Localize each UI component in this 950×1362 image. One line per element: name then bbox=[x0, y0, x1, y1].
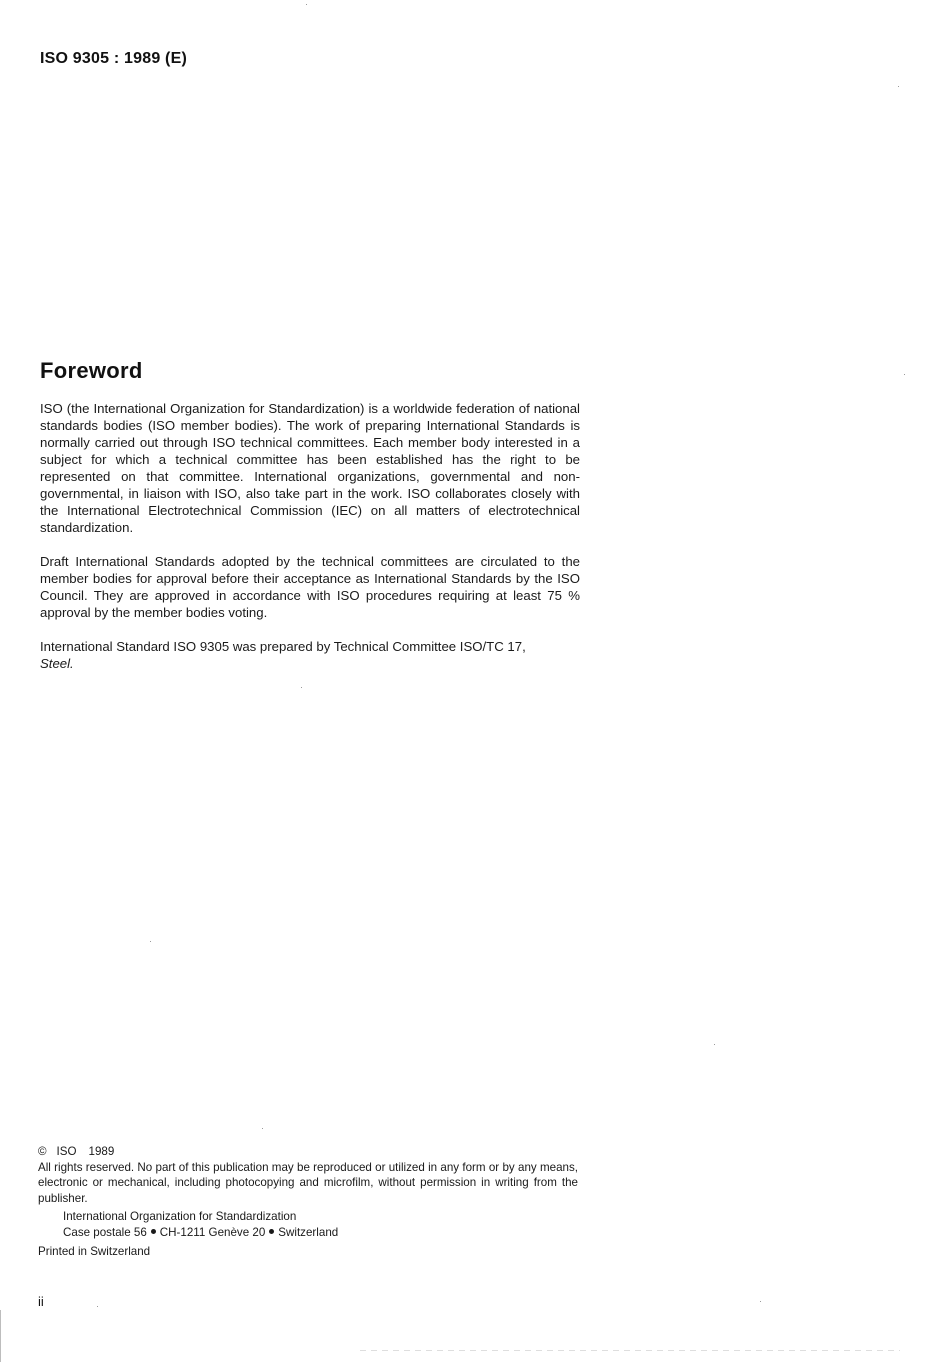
bullet-icon bbox=[151, 1229, 156, 1234]
scan-speck bbox=[760, 1301, 761, 1302]
address-city: CH-1211 Genève 20 bbox=[159, 1225, 266, 1239]
address-country: Switzerland bbox=[278, 1225, 339, 1239]
publisher-name: International Organization for Standardization bbox=[63, 1210, 297, 1224]
copyright-block bbox=[38, 1144, 578, 1259]
scan-speck bbox=[301, 687, 302, 688]
scan-edge-line bbox=[0, 1310, 1, 1362]
foreword-body bbox=[40, 400, 580, 689]
foreword-paragraph-1: ISO (the International Organization for Standardization) is a worldwide federation of national standards bodies (ISO member bodies). The work of preparing International Standards is normally carried out through ISO technical committees. Each member body interested in a subject for which a technical committee has been established has the right to be represented on that committee. International organizations, governmental and non-governmental, in liaison with ISO, also take part in the work. ISO collaborates closely with the International Electrotechnical Commission (IEC) on all matters of electrotechnical standardization. bbox=[40, 401, 580, 535]
scan-speck bbox=[898, 86, 899, 87]
paragraph-3-text: International Standard ISO 9305 was prepared by Technical Committee ISO/TC 17, bbox=[40, 639, 526, 654]
scan-speck bbox=[306, 4, 307, 5]
copyright-year: 1989 bbox=[88, 1145, 115, 1158]
scan-speck bbox=[97, 1306, 98, 1307]
scan-speck bbox=[262, 1128, 263, 1129]
scan-speck bbox=[904, 374, 905, 375]
scan-bottom-artifact bbox=[360, 1350, 900, 1351]
printed-in: Printed in Switzerland bbox=[38, 1244, 151, 1258]
foreword-paragraph-3 bbox=[40, 638, 580, 672]
scan-speck bbox=[714, 1044, 715, 1045]
foreword-paragraph-2: Draft International Standards adopted by the technical committees are circulated to the member bodies for approval before their acceptance as International Standards by the ISO Council. They are approved in accordance with ISO procedures requiring at least 75 % approval by the member bodies voting. bbox=[40, 554, 580, 620]
bullet-icon bbox=[269, 1229, 274, 1234]
publisher-address bbox=[63, 1209, 578, 1240]
copyright-line bbox=[38, 1144, 578, 1160]
document-id-header: ISO 9305 : 1989 (E) bbox=[40, 50, 187, 67]
page-number: ii bbox=[38, 1294, 44, 1309]
scan-speck bbox=[150, 941, 151, 942]
foreword-title: Foreword bbox=[40, 358, 143, 383]
rights-statement: All rights reserved. No part of this publication may be reproduced or utilized in any form or by any means, electronic or mechanical, including photocopying and microfilm, without permission in writing from the publisher. bbox=[38, 1160, 578, 1205]
address-postbox: Case postale 56 bbox=[63, 1225, 147, 1239]
committee-name: Steel. bbox=[40, 656, 74, 671]
publisher-address-line bbox=[63, 1225, 578, 1241]
copyright-icon: © bbox=[38, 1145, 47, 1158]
copyright-owner: ISO bbox=[56, 1145, 77, 1158]
